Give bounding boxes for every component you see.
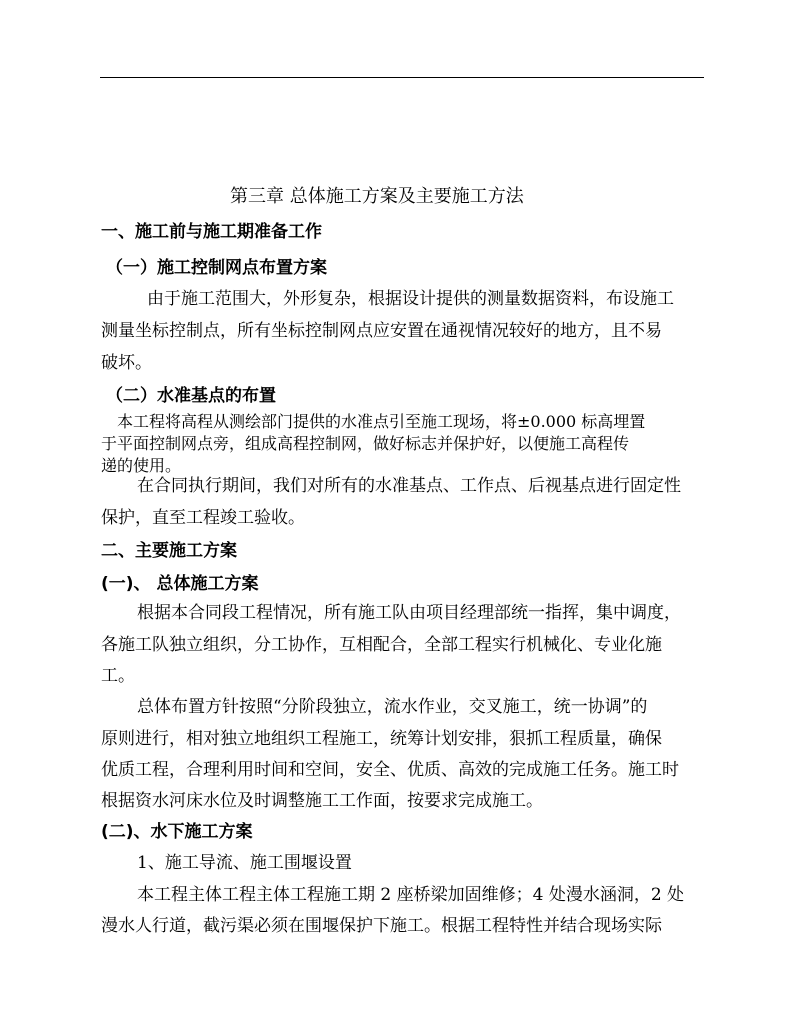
subsection-1-2-heading: （二）水准基点的布置	[106, 386, 276, 406]
subsection-2-1-heading: (一)、 总体施工方案	[101, 574, 259, 594]
paragraph-line: 于平面控制网点旁，组成高程控制网，做好标志并保护好，以便施工高程传	[101, 434, 630, 453]
paragraph-line: 总体布置方针按照“分阶段独立，流水作业，交叉施工，统一协调”的	[137, 697, 648, 717]
paragraph-line: 各施工队独立组织，分工协作，互相配合，全部工程实行机械化、专业化施	[101, 635, 662, 655]
subsection-2-2-heading: (二)、水下施工方案	[101, 822, 253, 842]
header-rule	[100, 77, 704, 78]
subsection-1-1-heading: （一）施工控制网点布置方案	[106, 258, 327, 278]
chapter-title: 第三章 总体施工方案及主要施工方法	[230, 186, 524, 207]
paragraph-line: 本工程将高程从测绘部门提供的水准点引至施工现场，将±0.000 标高埋置	[117, 412, 646, 431]
paragraph-line: 原则进行，相对独立地组织工程施工，统筹计划安排，狠抓工程质量，确保	[101, 729, 662, 749]
paragraph-line: 优质工程，合理利用时间和空间，安全、优质、高效的完成施工任务。施工时	[101, 760, 679, 780]
paragraph-line: 在合同执行期间，我们对所有的水准基点、工作点、后视基点进行固定性	[137, 476, 681, 496]
paragraph-line: 本工程主体工程主体工程施工期 2 座桥梁加固维修；4 处漫水涵洞，2 处	[137, 885, 685, 905]
paragraph-line: 根据本合同段工程情况，所有施工队由项目经理部统一指挥，集中调度，	[137, 603, 681, 623]
list-item: 1、施工导流、施工围堰设置	[137, 853, 352, 873]
paragraph-line: 递的使用。	[101, 456, 182, 475]
paragraph-line: 破坏。	[101, 353, 152, 373]
paragraph-line: 由于施工范围大，外形复杂，根据设计提供的测量数据资料，布设施工	[147, 289, 674, 309]
paragraph-line: 漫水人行道，截污渠必须在围堰保护下施工。根据工程特性并结合现场实际	[101, 916, 662, 936]
paragraph-line: 工。	[101, 666, 135, 686]
paragraph-line: 根据资水河床水位及时调整施工工作面，按要求完成施工。	[101, 791, 543, 811]
section-1-heading: 一、施工前与施工期准备工作	[101, 222, 322, 242]
paragraph-line: 保护，直至工程竣工验收。	[101, 508, 305, 528]
paragraph-line: 测量坐标控制点，所有坐标控制网点应安置在通视情况较好的地方，且不易	[101, 321, 662, 341]
section-2-heading: 二、主要施工方案	[101, 541, 237, 561]
